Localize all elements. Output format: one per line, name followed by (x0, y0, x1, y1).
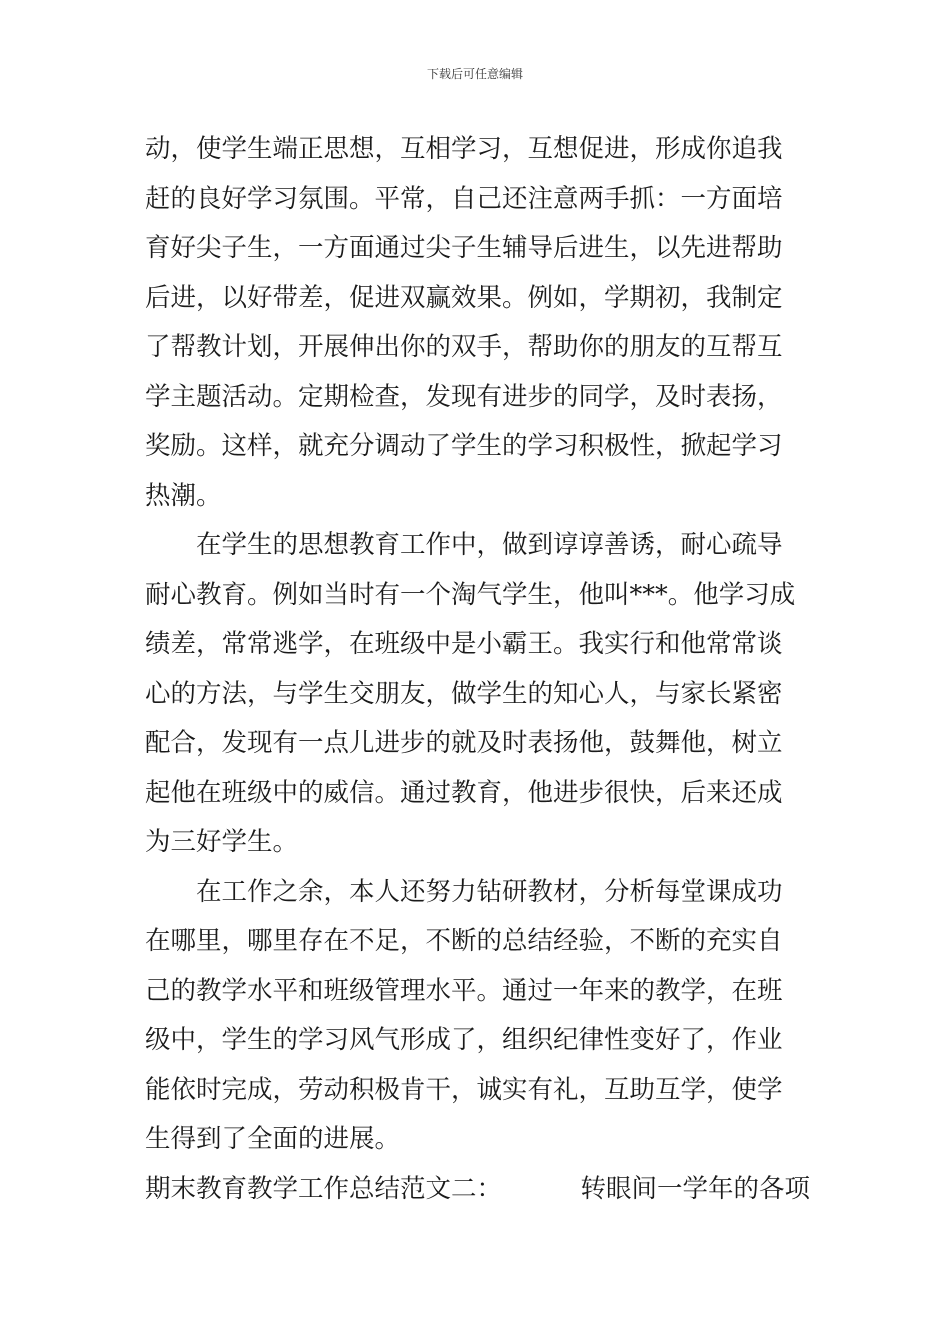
text-line: 在工作之余，本人还努力钻研教材，分析每堂课成功 (145, 876, 783, 907)
text-line: 热潮。 (145, 480, 222, 511)
text-line: 动，使学生端正思想，互相学习，互想促进，形成你追我 (145, 134, 783, 164)
page-header-note: 下载后可任意编辑 (426, 67, 523, 81)
text-line: 学主题活动。定期检查，发现有进步的同学，及时表扬， (145, 381, 783, 412)
section-intro-text: 转眼间一学年的各项 (580, 1173, 810, 1204)
text-line: 起他在班级中的威信。通过教育，他进步很快，后来还成 (145, 777, 783, 808)
text-line: 能依时完成，劳动积极肯干，诚实有礼，互助互学，使学 (145, 1074, 783, 1105)
text-line: 奖励。这样，就充分调动了学生的学习积极性，掀起学习 (145, 431, 783, 461)
text-line: 为三好学生。 (145, 827, 299, 857)
text-line: 赶的良好学习氛围。平常，自己还注意两手抓：一方面培 (145, 183, 783, 214)
section-heading-line (145, 1165, 810, 1215)
text-line: 耐心教育。例如当时有一个淘气学生，他叫***。他学习成 (145, 579, 796, 610)
text-line: 了帮教计划，开展伸出你的双手，帮助你的朋友的互帮互 (145, 332, 783, 362)
text-line: 己的教学水平和班级管理水平。通过一年来的教学，在班 (145, 975, 783, 1006)
text-line: 在学生的思想教育工作中，做到谆谆善诱，耐心疏导 (145, 530, 783, 560)
text-line: 绩差，常常逃学，在班级中是小霸王。我实行和他常常谈 (145, 629, 783, 659)
document-body (145, 125, 810, 1214)
text-line: 育好尖子生，一方面通过尖子生辅导后进生，以先进帮助 (145, 233, 783, 263)
text-line: 生得到了全面的进展。 (145, 1124, 401, 1154)
section-heading: 期末教育教学工作总结范文二： (145, 1173, 503, 1204)
text-line: 在哪里，哪里存在不足，不断的总结经验，不断的充实自 (145, 926, 783, 956)
text-line: 后进，以好带差，促进双赢效果。例如，学期初，我制定 (145, 282, 783, 313)
text-line: 心的方法，与学生交朋友，做学生的知心人，与家长紧密 (145, 678, 783, 709)
text-line: 配合，发现有一点儿进步的就及时表扬他，鼓舞他，树立 (145, 728, 783, 758)
text-line: 级中，学生的学习风气形成了，组织纪律性变好了，作业 (145, 1025, 783, 1055)
